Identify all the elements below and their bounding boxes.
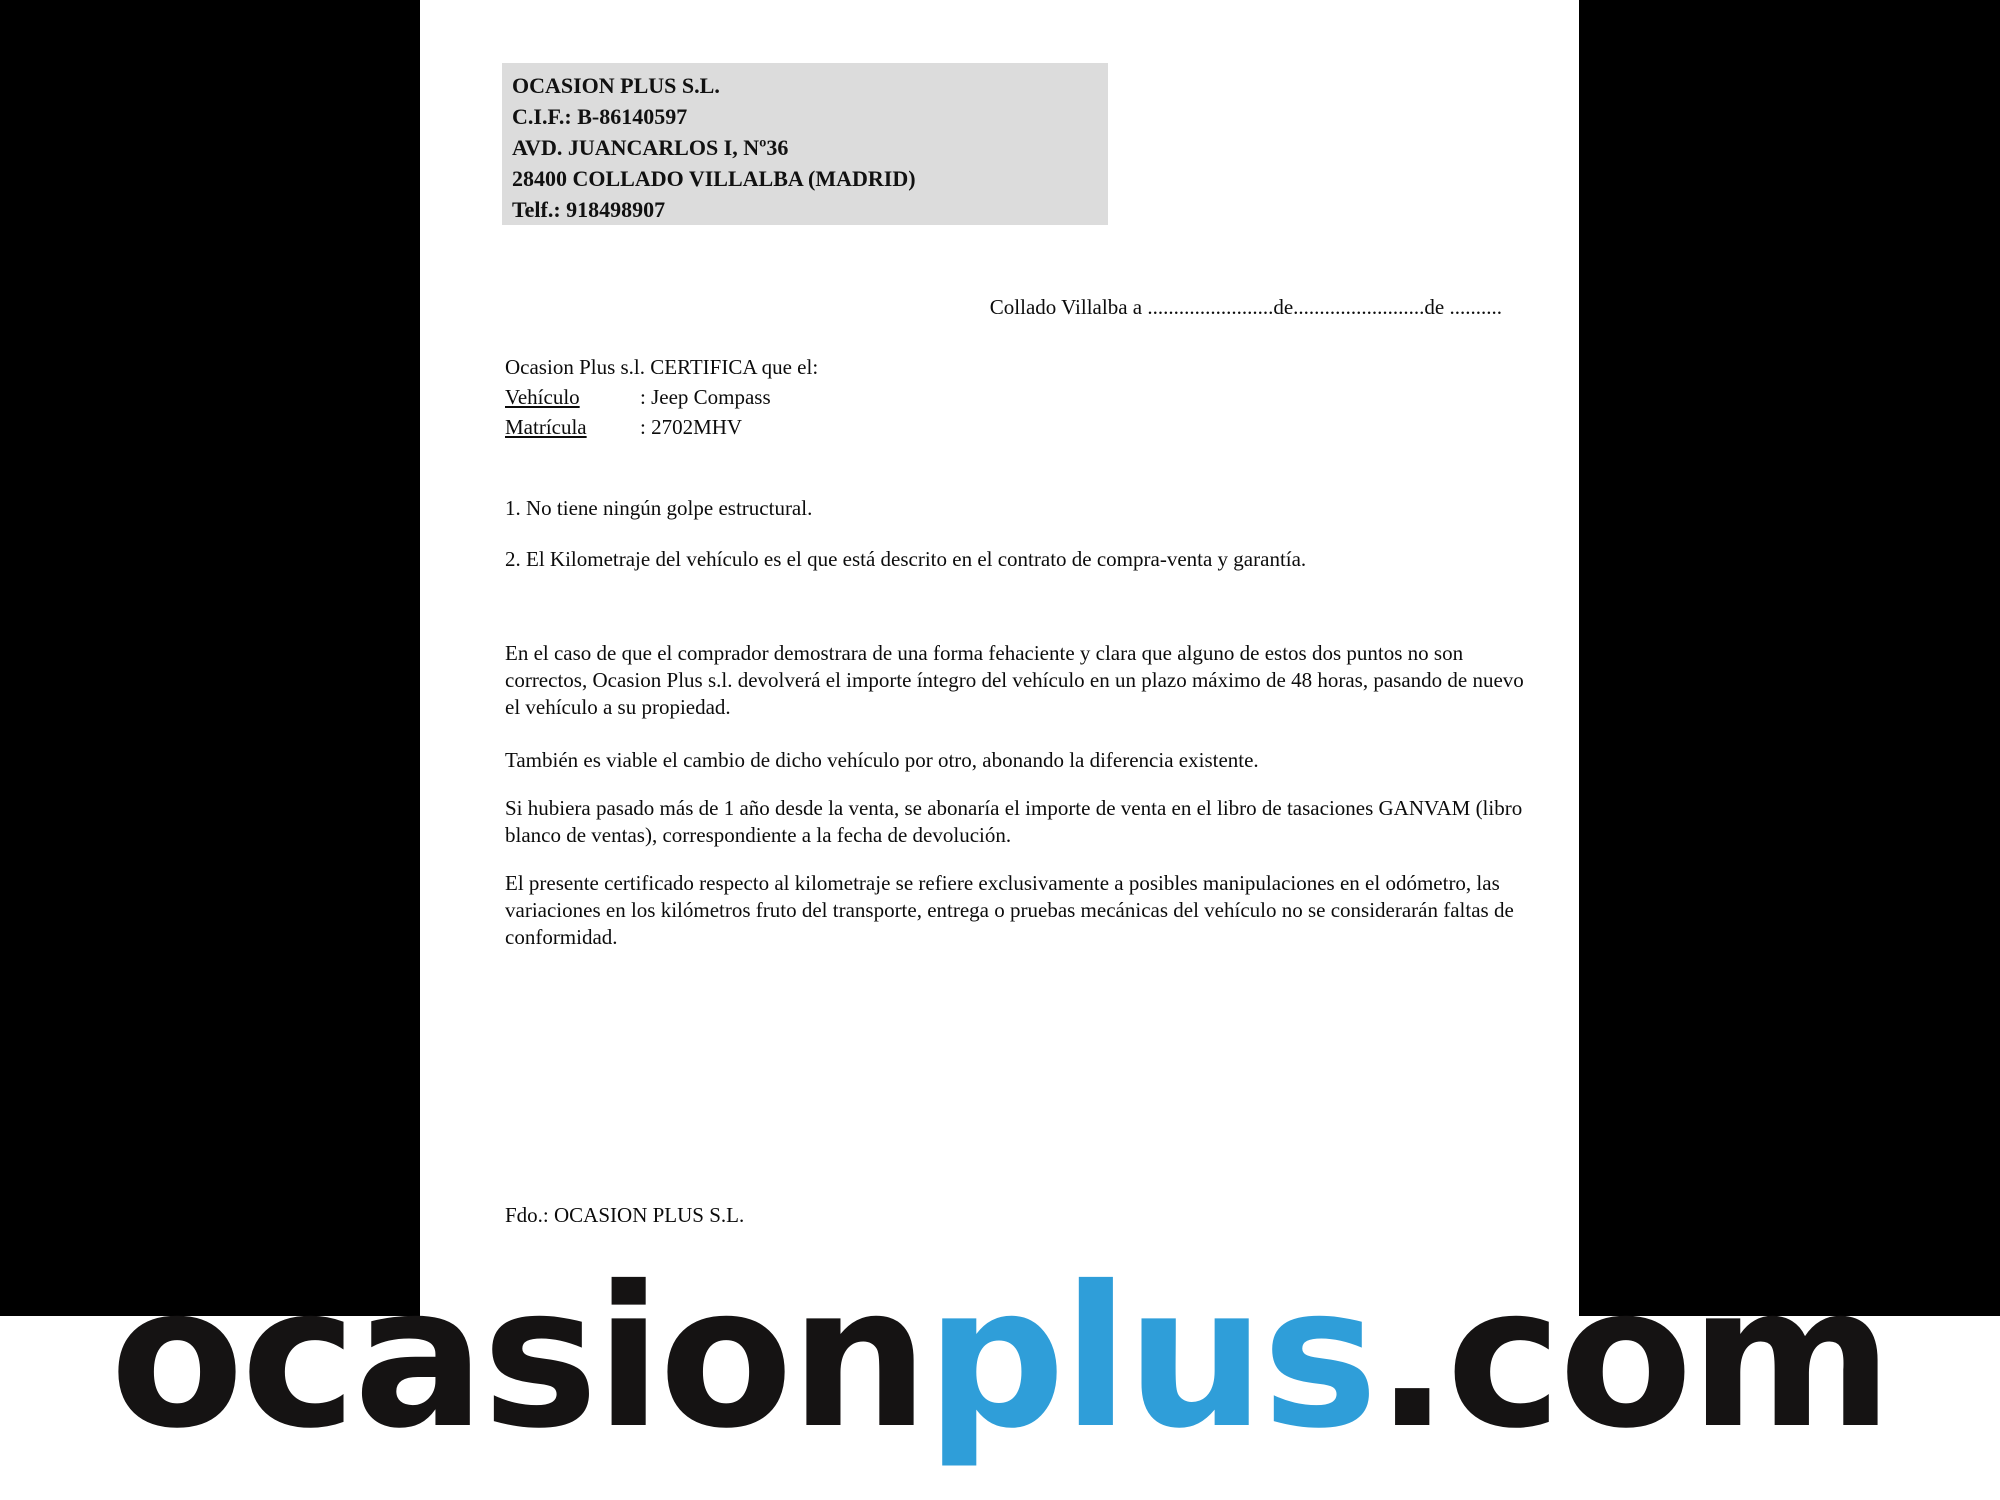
company-address: AVD. JUANCARLOS I, Nº36 (512, 135, 789, 160)
vehicle-row (505, 382, 818, 412)
paragraph-exchange: También es viable el cambio de dicho vehículo por otro, abonando la diferencia existente. (505, 748, 1259, 772)
footer-logo (0, 1244, 2000, 1471)
plate-value: : 2702MHV (640, 415, 743, 439)
paragraph-odometer: El presente certificado respecto al kilometraje se refiere exclusivamente a posibles manipulaciones en el odómetro, las variaciones en los kilómetros fruto del transporte, entrega o pruebas mecánicas del vehículo no se considerarán faltas de conformidad. (505, 871, 1514, 949)
plate-label: Matrícula (505, 415, 587, 439)
company-info-box (502, 63, 1108, 225)
certification-block (505, 352, 818, 442)
plate-row (505, 412, 818, 442)
signature-line: Fdo.: OCASION PLUS S.L. (505, 1203, 745, 1227)
company-cif: C.I.F.: B-86140597 (512, 104, 688, 129)
point-2: 2. El Kilometraje del vehículo es el que está descrito en el contrato de compra-venta y garantía. (505, 547, 1307, 571)
point-1: 1. No tiene ningún golpe estructural. (505, 496, 813, 520)
logo-plus: plus (925, 1244, 1376, 1471)
logo-com: .com (1375, 1244, 1890, 1471)
paragraph-ganvam: Si hubiera pasado más de 1 año desde la venta, se abonaría el importe de venta en el libro de tasaciones GANVAM (libro blanco de ventas), correspondiente a la fecha de devolución. (505, 796, 1523, 847)
vehicle-label: Vehículo (505, 385, 580, 409)
date-line: Collado Villalba a ........................de.........................de .......... (989, 295, 1502, 319)
paragraph-refund: En el caso de que el comprador demostrara de una forma fehaciente y clara que alguno de estos dos puntos no son correctos, Ocasion Plus s.l. devolverá el importe íntegro del vehículo en un plazo máximo de 48 horas, pasando de nuevo el vehículo a su propiedad. (505, 641, 1524, 719)
vehicle-value: : Jeep Compass (640, 385, 771, 409)
certify-intro: Ocasion Plus s.l. CERTIFICA que el: (505, 355, 819, 379)
left-black-bar (0, 0, 420, 1316)
right-black-bar (1579, 0, 2000, 1316)
company-phone: Telf.: 918498907 (512, 197, 666, 222)
logo-ocasion: ocasion (110, 1244, 926, 1471)
company-city: 28400 COLLADO VILLALBA (MADRID) (512, 166, 916, 191)
company-name: OCASION PLUS S.L. (512, 73, 720, 98)
